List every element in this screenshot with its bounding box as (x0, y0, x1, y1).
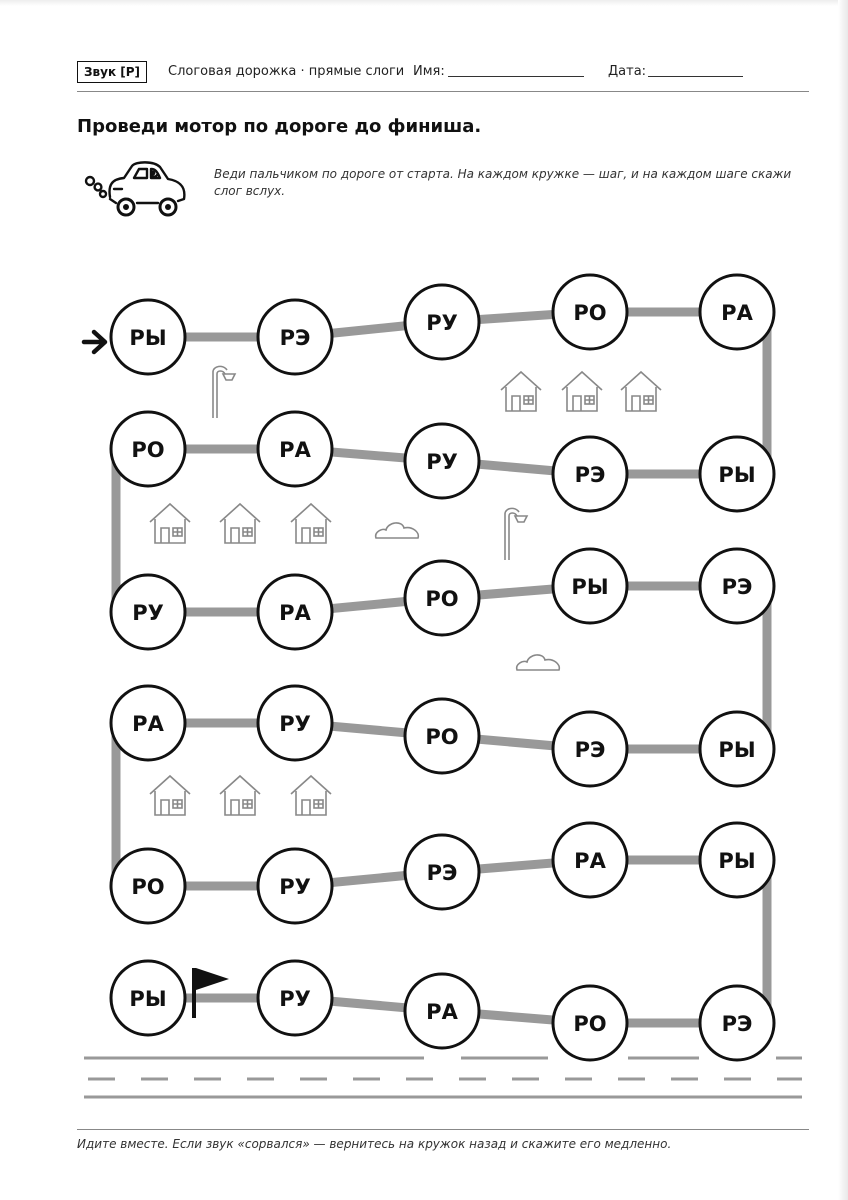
syllable-label: РА (132, 712, 164, 736)
road-path (116, 312, 767, 1023)
house-icon (291, 776, 331, 815)
streetlamp-icon (505, 508, 527, 560)
syllable-label: РУ (279, 987, 311, 1011)
syllable-label: РЫ (718, 463, 756, 487)
syllable-node[interactable] (700, 549, 774, 623)
syllable-node[interactable] (553, 437, 627, 511)
syllable-node[interactable] (258, 961, 332, 1035)
syllable-node[interactable] (405, 699, 479, 773)
house-icon (220, 504, 260, 543)
house-icon (291, 504, 331, 543)
house-icon (150, 776, 190, 815)
syllable-label: РО (573, 301, 607, 325)
road-icon (84, 1058, 802, 1097)
syllable-label: РЭ (721, 1012, 753, 1036)
cloud-icon (517, 655, 560, 670)
syllable-label: РО (425, 725, 459, 749)
syllable-node[interactable] (111, 849, 185, 923)
syllable-node[interactable] (258, 849, 332, 923)
syllable-node[interactable] (111, 961, 185, 1035)
syllable-label: РО (573, 1012, 607, 1036)
syllable-node[interactable] (700, 437, 774, 511)
syllable-label: РУ (279, 875, 311, 899)
syllable-label: РЫ (718, 849, 756, 873)
house-icon (150, 504, 190, 543)
syllable-label: РУ (132, 601, 164, 625)
start-arrow-icon (84, 332, 105, 352)
syllable-node[interactable] (405, 974, 479, 1048)
syllable-label: РЫ (718, 738, 756, 762)
syllable-label: РА (426, 1000, 458, 1024)
syllable-node[interactable] (553, 712, 627, 786)
syllable-label: РЫ (129, 987, 167, 1011)
syllable-label: РА (279, 601, 311, 625)
finish-flag-icon (194, 968, 229, 1018)
syllable-label: РЭ (426, 861, 458, 885)
syllable-label: РЭ (574, 738, 606, 762)
syllable-label: РУ (426, 311, 458, 335)
syllable-label: РА (279, 438, 311, 462)
syllable-node[interactable] (405, 561, 479, 635)
footer-note: Идите вместе. Если звук «сорвался» — вернитесь на кружок назад и скажите его медленно. (77, 1137, 672, 1151)
syllable-node[interactable] (258, 412, 332, 486)
sound-label: Звук [Р] (77, 61, 147, 83)
syllable-label: РУ (426, 450, 458, 474)
syllable-label: РЭ (721, 575, 753, 599)
syllable-label: РО (131, 875, 165, 899)
syllable-node[interactable] (553, 549, 627, 623)
house-icon (220, 776, 260, 815)
cloud-icon (376, 523, 419, 538)
task-title: Проведи мотор по дороге до финиша. (77, 116, 482, 137)
worksheet-title: Слоговая дорожка · прямые слоги (168, 64, 405, 79)
syllable-node[interactable] (700, 986, 774, 1060)
syllable-node[interactable] (111, 412, 185, 486)
syllable-label: РА (721, 301, 753, 325)
syllable-label: РЭ (279, 326, 311, 350)
syllable-label: РУ (279, 712, 311, 736)
syllable-node[interactable] (111, 575, 185, 649)
house-icon (562, 372, 602, 411)
name-label: Имя: (413, 64, 445, 79)
syllable-label: РА (574, 849, 606, 873)
footer-divider (77, 1129, 809, 1130)
syllable-label: РО (425, 587, 459, 611)
syllable-node[interactable] (111, 686, 185, 760)
streetlamp-icon (213, 366, 235, 418)
syllable-node[interactable] (553, 986, 627, 1060)
syllable-node[interactable] (553, 275, 627, 349)
syllable-label: РЭ (574, 463, 606, 487)
syllable-node[interactable] (700, 712, 774, 786)
syllable-node[interactable] (258, 575, 332, 649)
syllable-label: РЫ (129, 326, 167, 350)
task-instruction: Веди пальчиком по дороге от старта. На каждом кружке — шаг, и на каждом шаге скажи слог вслух. (214, 167, 792, 198)
arrow-right-icon (84, 332, 105, 352)
flag-icon (196, 968, 229, 990)
syllable-node[interactable] (111, 300, 185, 374)
syllable-nodes (111, 275, 774, 1060)
syllable-node[interactable] (258, 686, 332, 760)
syllable-node[interactable] (553, 823, 627, 897)
syllable-node[interactable] (405, 285, 479, 359)
syllable-node[interactable] (405, 835, 479, 909)
house-icon (621, 372, 661, 411)
syllable-label: РО (131, 438, 165, 462)
house-icon (501, 372, 541, 411)
syllable-node[interactable] (700, 275, 774, 349)
syllable-node[interactable] (258, 300, 332, 374)
date-label: Дата: (608, 64, 647, 79)
syllable-label: РЫ (571, 575, 609, 599)
syllable-node[interactable] (405, 424, 479, 498)
syllable-node[interactable] (700, 823, 774, 897)
